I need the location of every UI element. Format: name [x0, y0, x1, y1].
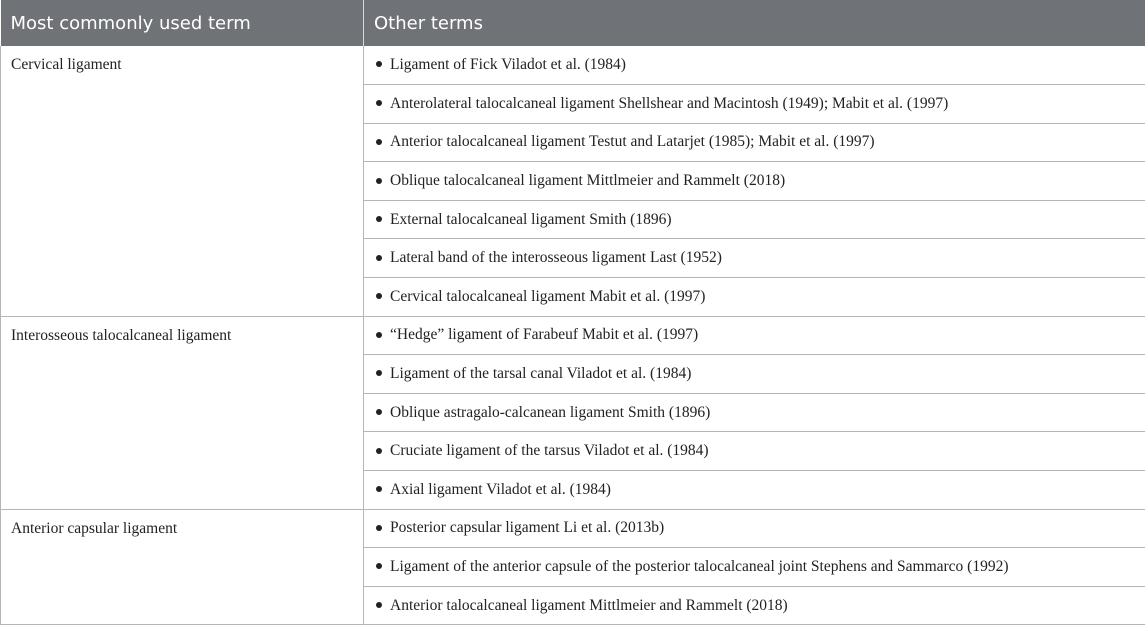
table-row	[1, 46, 1145, 85]
table-body	[1, 46, 1145, 625]
other-term-cell	[364, 393, 1145, 432]
header-other-terms: Other terms	[364, 0, 1145, 46]
bullet-icon	[376, 216, 382, 222]
other-term-text: Oblique talocalcaneal ligament Mittlmeier and Rammelt (2018)	[390, 172, 786, 190]
other-term-text: Cruciate ligament of the tarsus Viladot et al. (1984)	[390, 442, 709, 460]
common-term-label: Anterior capsular ligament	[11, 519, 178, 537]
other-term-cell	[364, 355, 1145, 394]
bullet-icon	[376, 293, 382, 299]
common-term-cell	[1, 316, 364, 509]
bullet-icon	[376, 370, 382, 376]
other-term-text: Cervical talocalcaneal ligament Mabit et al. (1997)	[390, 287, 706, 305]
header-most-common-term: Most commonly used term	[1, 0, 364, 46]
bullet-icon	[376, 178, 382, 184]
other-term-cell	[364, 239, 1145, 278]
other-term-text: Oblique astragalo-calcanean ligament Smith (1896)	[390, 403, 711, 421]
other-term-text: “Hedge” ligament of Farabeuf Mabit et al. (1997)	[390, 326, 699, 344]
common-term-cell	[1, 46, 364, 316]
table-header	[1, 0, 1145, 46]
bullet-icon	[376, 139, 382, 145]
bullet-icon	[376, 563, 382, 569]
other-term-text: Ligament of the tarsal canal Viladot et al. (1984)	[390, 365, 692, 383]
other-term-text: Anterolateral talocalcaneal ligament Shellshear and Macintosh (1949); Mabit et al. (1997)	[390, 94, 949, 112]
bullet-icon	[376, 61, 382, 67]
bullet-icon	[376, 100, 382, 106]
other-term-cell	[364, 200, 1145, 239]
other-term-text: Posterior capsular ligament Li et al. (2013b)	[390, 519, 665, 537]
bullet-icon	[376, 602, 382, 608]
other-term-cell	[364, 278, 1145, 317]
common-term-cell	[1, 509, 364, 625]
bullet-icon	[376, 332, 382, 338]
common-term-label: Interosseous talocalcaneal ligament	[11, 326, 232, 344]
table-row	[1, 316, 1145, 355]
bullet-icon	[376, 448, 382, 454]
other-term-text: Ligament of Fick Viladot et al. (1984)	[390, 56, 626, 74]
other-term-text: Ligament of the anterior capsule of the posterior talocalcaneal joint Stephens and Sammarco (1992)	[390, 558, 1009, 576]
other-term-text: Anterior talocalcaneal ligament Mittlmeier and Rammelt (2018)	[390, 596, 788, 614]
other-term-cell	[364, 432, 1145, 471]
bullet-icon	[376, 525, 382, 531]
other-term-cell	[364, 123, 1145, 162]
bullet-icon	[376, 255, 382, 261]
other-term-cell	[364, 162, 1145, 201]
other-term-cell	[364, 548, 1145, 587]
header-row	[1, 0, 1145, 46]
other-term-text: Axial ligament Viladot et al. (1984)	[390, 480, 611, 498]
other-term-text: Anterior talocalcaneal ligament Testut and Latarjet (1985); Mabit et al. (1997)	[390, 133, 875, 151]
bullet-icon	[376, 486, 382, 492]
other-term-cell	[364, 586, 1145, 625]
other-term-cell	[364, 85, 1145, 124]
table-row	[1, 509, 1145, 548]
other-term-cell	[364, 471, 1145, 510]
other-term-text: Lateral band of the interosseous ligament Last (1952)	[390, 249, 722, 267]
other-term-cell	[364, 46, 1145, 85]
other-term-cell	[364, 316, 1145, 355]
bullet-icon	[376, 409, 382, 415]
other-term-text: External talocalcaneal ligament Smith (1896)	[390, 210, 672, 228]
common-term-label: Cervical ligament	[11, 56, 122, 73]
other-term-cell	[364, 509, 1145, 548]
